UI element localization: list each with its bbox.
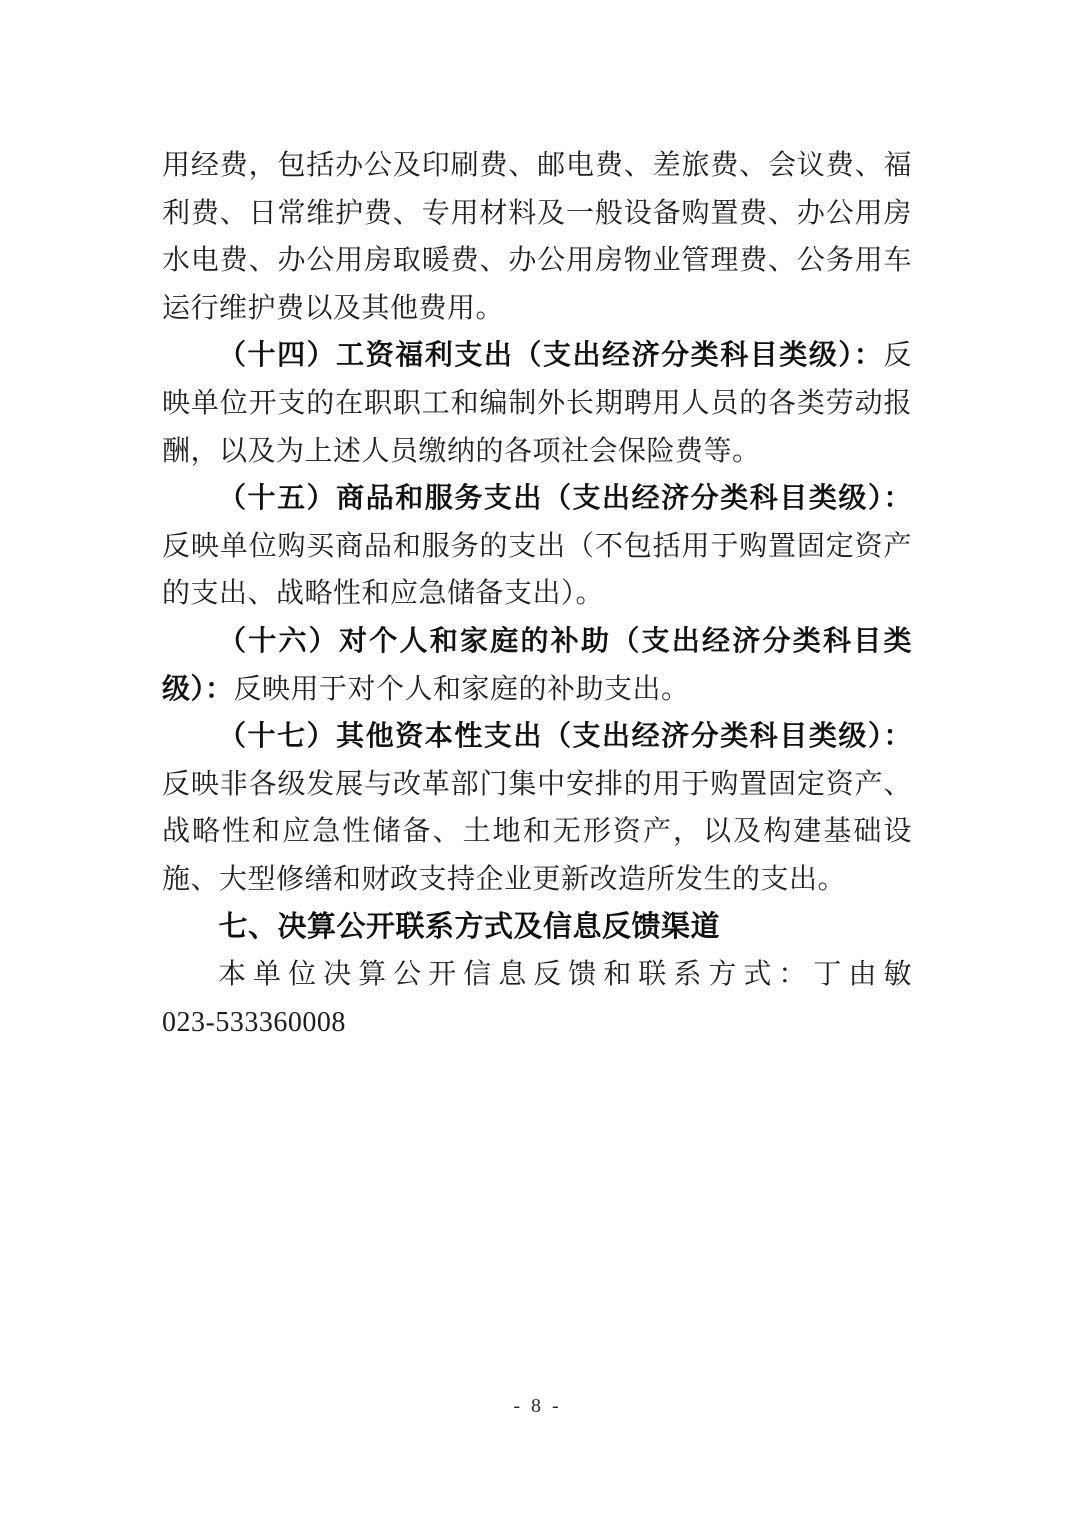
paragraph-item-15-lead: （十五）商品和服务支出（支出经济分类科目类级）： bbox=[218, 483, 912, 515]
page-number: - 8 - bbox=[513, 1395, 562, 1417]
contact-phone-number: 023-533360008 bbox=[162, 1006, 346, 1038]
paragraph-item-17-text: 反映非各级发展与改革部门集中安排的用于购置固定资产、战略性和应急性储备、土地和无形资产，以及构建基础设施、大型修缮和财政支持企业更新改造所发生的支出。 bbox=[162, 768, 912, 895]
paragraph-item-14-text: 反映单位开支的在职职工和编制外长期聘用人员的各类劳动报酬，以及为上述人员缴纳的各项社会保险费等。 bbox=[162, 340, 912, 467]
paragraph-continuation-text: 用经费，包括办公及印刷费、邮电费、差旅费、会议费、福利费、日常维护费、专用材料及一般设备购置费、办公用房水电费、办公用房取暖费、办公用房物业管理费、公务用车运行维护费以及其他费用。 bbox=[162, 150, 912, 324]
paragraph-continuation bbox=[162, 142, 912, 332]
contact-paragraph bbox=[162, 951, 912, 1046]
page-content bbox=[162, 142, 912, 1046]
section-heading-7: 七、决算公开联系方式及信息反馈渠道 bbox=[218, 910, 721, 943]
paragraph-item-16-text: 反映用于对个人和家庭的补助支出。 bbox=[233, 673, 690, 705]
paragraph-item-17-lead: （十七）其他资本性支出（支出经济分类科目类级）： bbox=[218, 721, 912, 753]
contact-text: 本单位决算公开信息反馈和联系方式：丁由敏 bbox=[218, 959, 912, 991]
paragraph-item-14 bbox=[162, 332, 912, 475]
paragraph-item-16 bbox=[162, 618, 912, 713]
paragraph-item-17 bbox=[162, 713, 912, 903]
paragraph-item-16-lead: （十六）对个人和家庭的补助（支出经济分类科目类级）： bbox=[162, 625, 912, 705]
paragraph-item-15-text: 反映单位购买商品和服务的支出（不包括用于购置固定资产的支出、战略性和应急储备支出）。 bbox=[162, 530, 912, 610]
paragraph-item-15 bbox=[162, 475, 912, 618]
paragraph-item-14-lead: （十四）工资福利支出（支出经济分类科目类级）： bbox=[218, 340, 884, 372]
